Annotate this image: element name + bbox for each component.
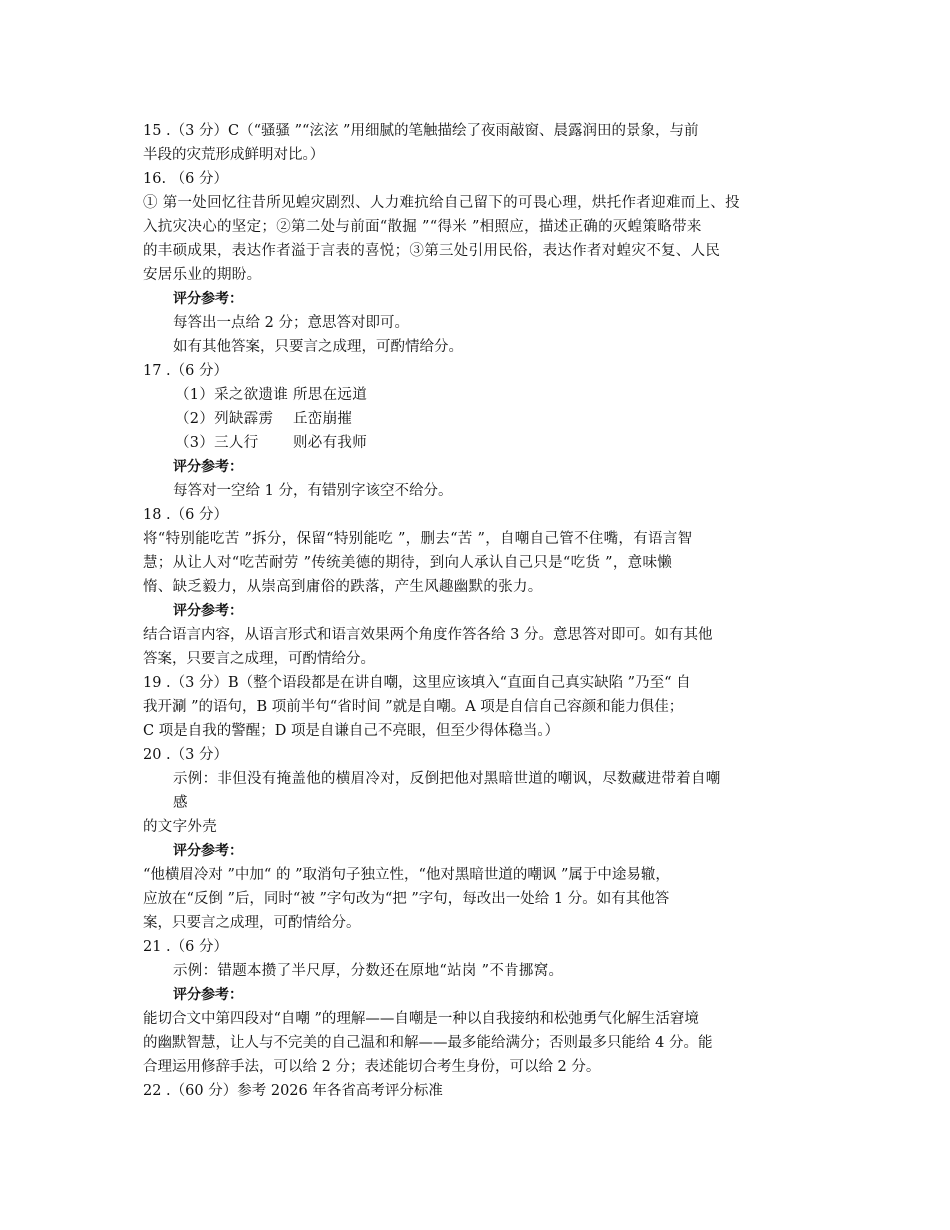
q19-line-1: 19 .（3 分）B（整个语段都是在讲自嘲，这里应该填入“直面自己真实缺陷 ”乃至“ 自 bbox=[143, 675, 691, 691]
q20-scoring-line-2: 应放在“反倒 ”后，同时“被 ”字句改为“把 ”字句，每改出一处给 1 分。如有其他答 bbox=[143, 891, 670, 907]
q16-scoring-title: 评分参考： bbox=[173, 291, 243, 307]
q17-answer-row-1 bbox=[143, 383, 815, 407]
q18-scoring-line-2: 答案，只要言之成理，可酌情给分。 bbox=[143, 651, 375, 667]
answer-key-page bbox=[143, 119, 815, 1103]
q19-line-3: C 项是自我的警醒；D 项是自谦自己不亮眼，但至少得体稳当。） bbox=[143, 723, 560, 739]
q17-answer-1-prompt: （1）采之欲遗谁 bbox=[175, 387, 289, 403]
question-16 bbox=[143, 167, 815, 359]
q21-scoring-line-1: 能切合文中第四段对“自嘲 ”的理解——自嘲是一种以自我接纳和松弛勇气化解生活窘境 bbox=[143, 1011, 699, 1027]
q17-answer-row-2 bbox=[143, 407, 815, 431]
q18-answer-line-3: 惰、缺乏毅力，从崇高到庸俗的跌落，产生风趣幽默的张力。 bbox=[143, 579, 543, 595]
q21-heading: 21 .（6 分） bbox=[143, 939, 229, 955]
q18-answer-line-2: 慧；从让人对“吃苦耐劳 ”传统美德的期待，到向人承认自己只是“吃货 ”，意味懒 bbox=[143, 555, 673, 571]
q21-scoring-line-3: 合理运用修辞手法，可以给 2 分；表述能切合考生身份，可以给 2 分。 bbox=[143, 1059, 601, 1075]
q16-heading: 16. （6 分） bbox=[143, 171, 229, 187]
q21-scoring-title: 评分参考： bbox=[173, 987, 243, 1003]
q20-scoring-title: 评分参考： bbox=[173, 843, 243, 859]
q17-answer-2-text: 丘峦崩摧 bbox=[293, 411, 353, 427]
q20-scoring-line-1: “他横眉冷对 ”中加“ 的 ”取消句子独立性，“他对黑暗世道的嘲讽 ”属于中途易辙， bbox=[143, 867, 670, 883]
q17-answer-2-prompt: （2）列缺霹雳 bbox=[175, 411, 274, 427]
q17-scoring-title: 评分参考： bbox=[173, 459, 243, 475]
question-18 bbox=[143, 503, 815, 671]
q20-scoring-line-3: 案，只要言之成理，可酌情给分。 bbox=[143, 915, 361, 931]
q16-answer-line-2: 入抗灾决心的坚定；②第二处与前面“散掘 ”“得米 ”相照应，描述正确的灭蝗策略带来 bbox=[143, 219, 702, 235]
question-17 bbox=[143, 359, 815, 503]
q20-example-line-1: 示例：非但没有掩盖他的横眉冷对，反倒把他对黑暗世道的嘲讽，尽数藏进带着自嘲 bbox=[173, 771, 721, 787]
q17-heading: 17 .（6 分） bbox=[143, 363, 229, 379]
q18-scoring-title: 评分参考： bbox=[173, 603, 243, 619]
q18-scoring-line-1: 结合语言内容，从语言形式和语言效果两个角度作答各给 3 分。意思答对即可。如有其他 bbox=[143, 627, 713, 643]
q21-scoring-line-2: 的幽默智慧，让人与不完美的自己温和和解——最多能给满分；否则最多只能给 4 分。能 bbox=[143, 1035, 713, 1051]
q20-heading: 20 .（3 分） bbox=[143, 747, 229, 763]
q17-scoring-line-1: 每答对一空给 1 分，有错别字该空不给分。 bbox=[173, 483, 453, 499]
question-21 bbox=[143, 935, 815, 1079]
q15-line-2: 半段的灾荒形成鲜明对比。） bbox=[143, 147, 325, 163]
q15-line-1: 15 .（3 分）C（“骚骚 ”“泫泫 ”用细腻的笔触描绘了夜雨敲窗、晨露润田的景象，与前 bbox=[143, 123, 699, 139]
q16-scoring-line-2: 如有其他答案，只要言之成理，可酌情给分。 bbox=[173, 339, 463, 355]
q21-example: 示例：错题本攒了半尺厚，分数还在原地“站岗 ”不肯挪窝。 bbox=[173, 963, 564, 979]
q17-answer-3-text: 则必有我师 bbox=[293, 435, 367, 451]
q18-heading: 18 .（6 分） bbox=[143, 507, 229, 523]
q19-line-2: 我开涮 ”的语句，B 项前半句“省时间 ”就是自嘲。A 项是自信自己容颜和能力俱佳； bbox=[143, 699, 684, 715]
question-20 bbox=[143, 743, 815, 935]
q17-answer-row-3 bbox=[143, 431, 815, 455]
question-22 bbox=[143, 1079, 815, 1103]
q16-scoring-line-1: 每答出一点给 2 分；意思答对即可。 bbox=[173, 315, 409, 331]
q17-answer-3-prompt: （3）三人行 bbox=[175, 435, 259, 451]
q22-line: 22 .（60 分）参考 2026 年各省高考评分标准 bbox=[143, 1083, 443, 1099]
q16-answer-line-3: 的丰硕成果，表达作者溢于言表的喜悦；③第三处引用民俗，表达作者对蝗灾不复、人民 bbox=[143, 243, 721, 259]
q20-example-line-2: 感 bbox=[173, 795, 188, 811]
question-19 bbox=[143, 671, 815, 743]
q16-answer-line-1: ① 第一处回忆往昔所见蝗灾剧烈、人力难抗给自己留下的可畏心理，烘托作者迎难而上、投 bbox=[143, 195, 740, 211]
q20-example-tail: 的文字外壳 bbox=[143, 819, 217, 835]
q18-answer-line-1: 将“特别能吃苦 ”拆分，保留“特别能吃 ”，删去“苦 ”，自嘲自己管不住嘴，有语言智 bbox=[143, 531, 693, 547]
q17-answer-1-text: 所思在远道 bbox=[293, 387, 367, 403]
q16-answer-line-4: 安居乐业的期盼。 bbox=[143, 267, 262, 283]
question-15 bbox=[143, 119, 815, 167]
